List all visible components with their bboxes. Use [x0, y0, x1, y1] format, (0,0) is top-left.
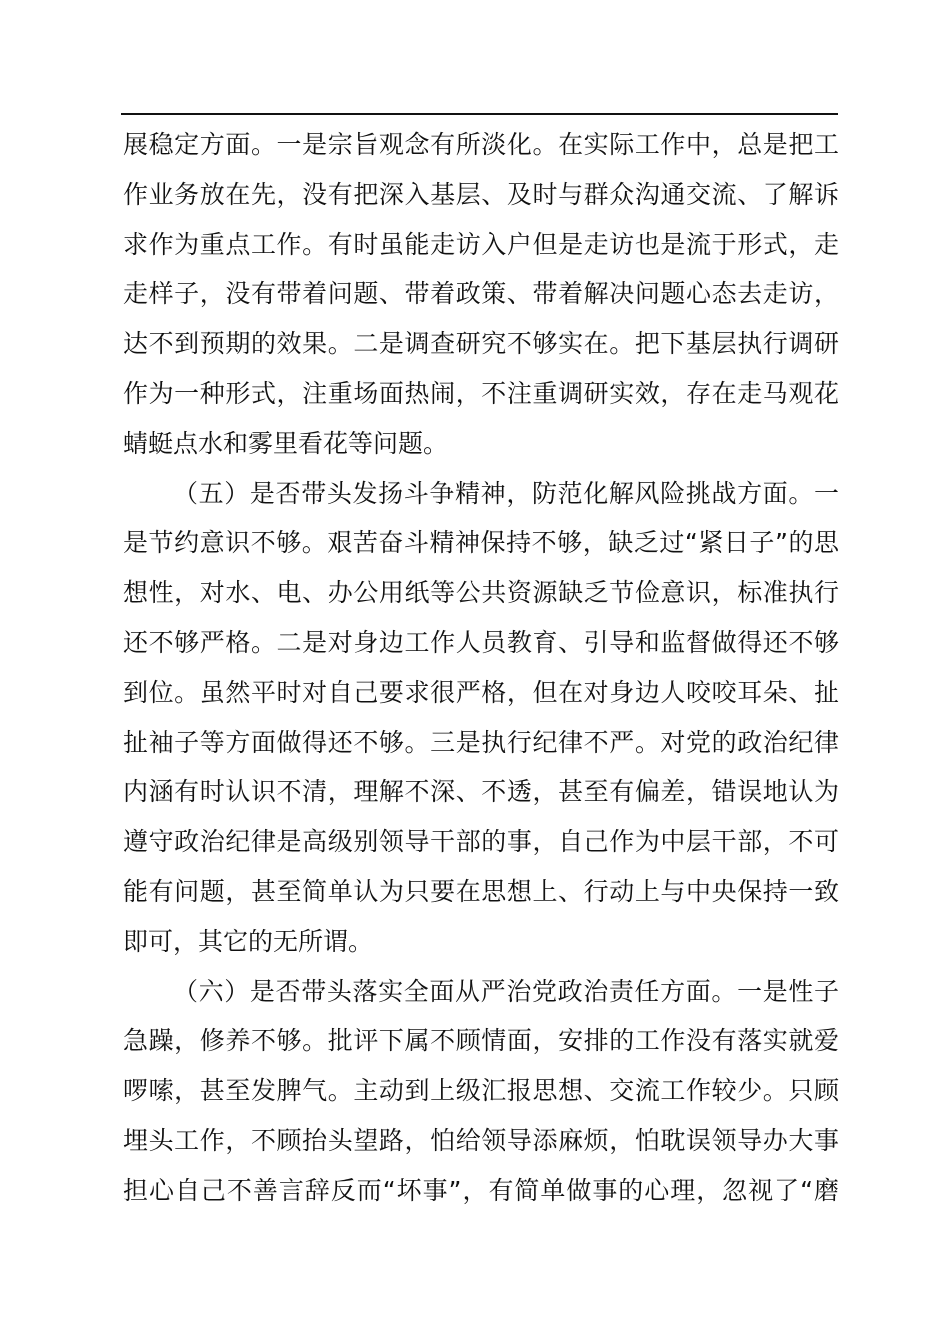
text-line: 展稳定方面。一是宗旨观念有所淡化。在实际工作中，总是把工: [123, 130, 839, 159]
text-line: 还不够严格。二是对身边工作人员教育、引导和监督做得还不够: [123, 627, 839, 657]
text-line: 遵守政治纪律是高级别领导干部的事，自己作为中层干部，不可: [123, 827, 839, 857]
text-line: 求作为重点工作。有时虽能走访入户但是走访也是流于形式，走: [123, 229, 839, 259]
text-line: 是节约意识不够。艰苦奋斗精神保持不够，缺乏过“紧日子”的思: [123, 528, 839, 558]
text-line: 担心自己不善言辞反而“坏事”，有简单做事的心理，忽视了“磨: [123, 1175, 839, 1205]
text-line: 想性，对水、电、办公用纸等公共资源缺乏节俭意识，标准执行: [123, 578, 839, 608]
text-line: （六）是否带头落实全面从严治党政治责任方面。一是性子: [173, 976, 839, 1006]
paragraph: [123, 120, 839, 469]
text-line: 急躁，修养不够。批评下属不顾情面，安排的工作没有落实就爱: [123, 1026, 839, 1056]
text-line: 走样子，没有带着问题、带着政策、带着解决问题心态去走访，: [123, 279, 839, 309]
text-line: 内涵有时认识不清，理解不深、不透，甚至有偏差，错误地认为: [123, 777, 839, 807]
header-rule: [121, 113, 838, 115]
text-line: 蜻蜓点水和雾里看花等问题。: [123, 428, 449, 458]
paragraph: [123, 469, 839, 967]
text-line: 即可，其它的无所谓。: [123, 926, 374, 956]
text-line: 作为一种形式，注重场面热闹，不注重调研实效，存在走马观花: [123, 378, 839, 408]
text-line: 埋头工作，不顾抬头望路，怕给领导添麻烦，怕耽误领导办大事: [123, 1125, 839, 1155]
text-line: 能有问题，甚至简单认为只要在思想上、行动上与中央保持一致: [123, 876, 839, 906]
paragraph: [123, 967, 839, 1216]
text-line: 达不到预期的效果。二是调查研究不够实在。把下基层执行调研: [123, 329, 839, 359]
text-line: 扯袖子等方面做得还不够。三是执行纪律不严。对党的政治纪律: [123, 727, 839, 757]
document-body: [123, 120, 839, 1216]
text-line: （五）是否带头发扬斗争精神，防范化解风险挑战方面。一: [173, 478, 839, 508]
text-line: 作业务放在先，没有把深入基层、及时与群众沟通交流、了解诉: [123, 179, 839, 209]
text-line: 啰嗦，甚至发脾气。主动到上级汇报思想、交流工作较少。只顾: [123, 1076, 839, 1106]
text-line: 到位。虽然平时对自己要求很严格，但在对身边人咬咬耳朵、扯: [123, 677, 839, 707]
